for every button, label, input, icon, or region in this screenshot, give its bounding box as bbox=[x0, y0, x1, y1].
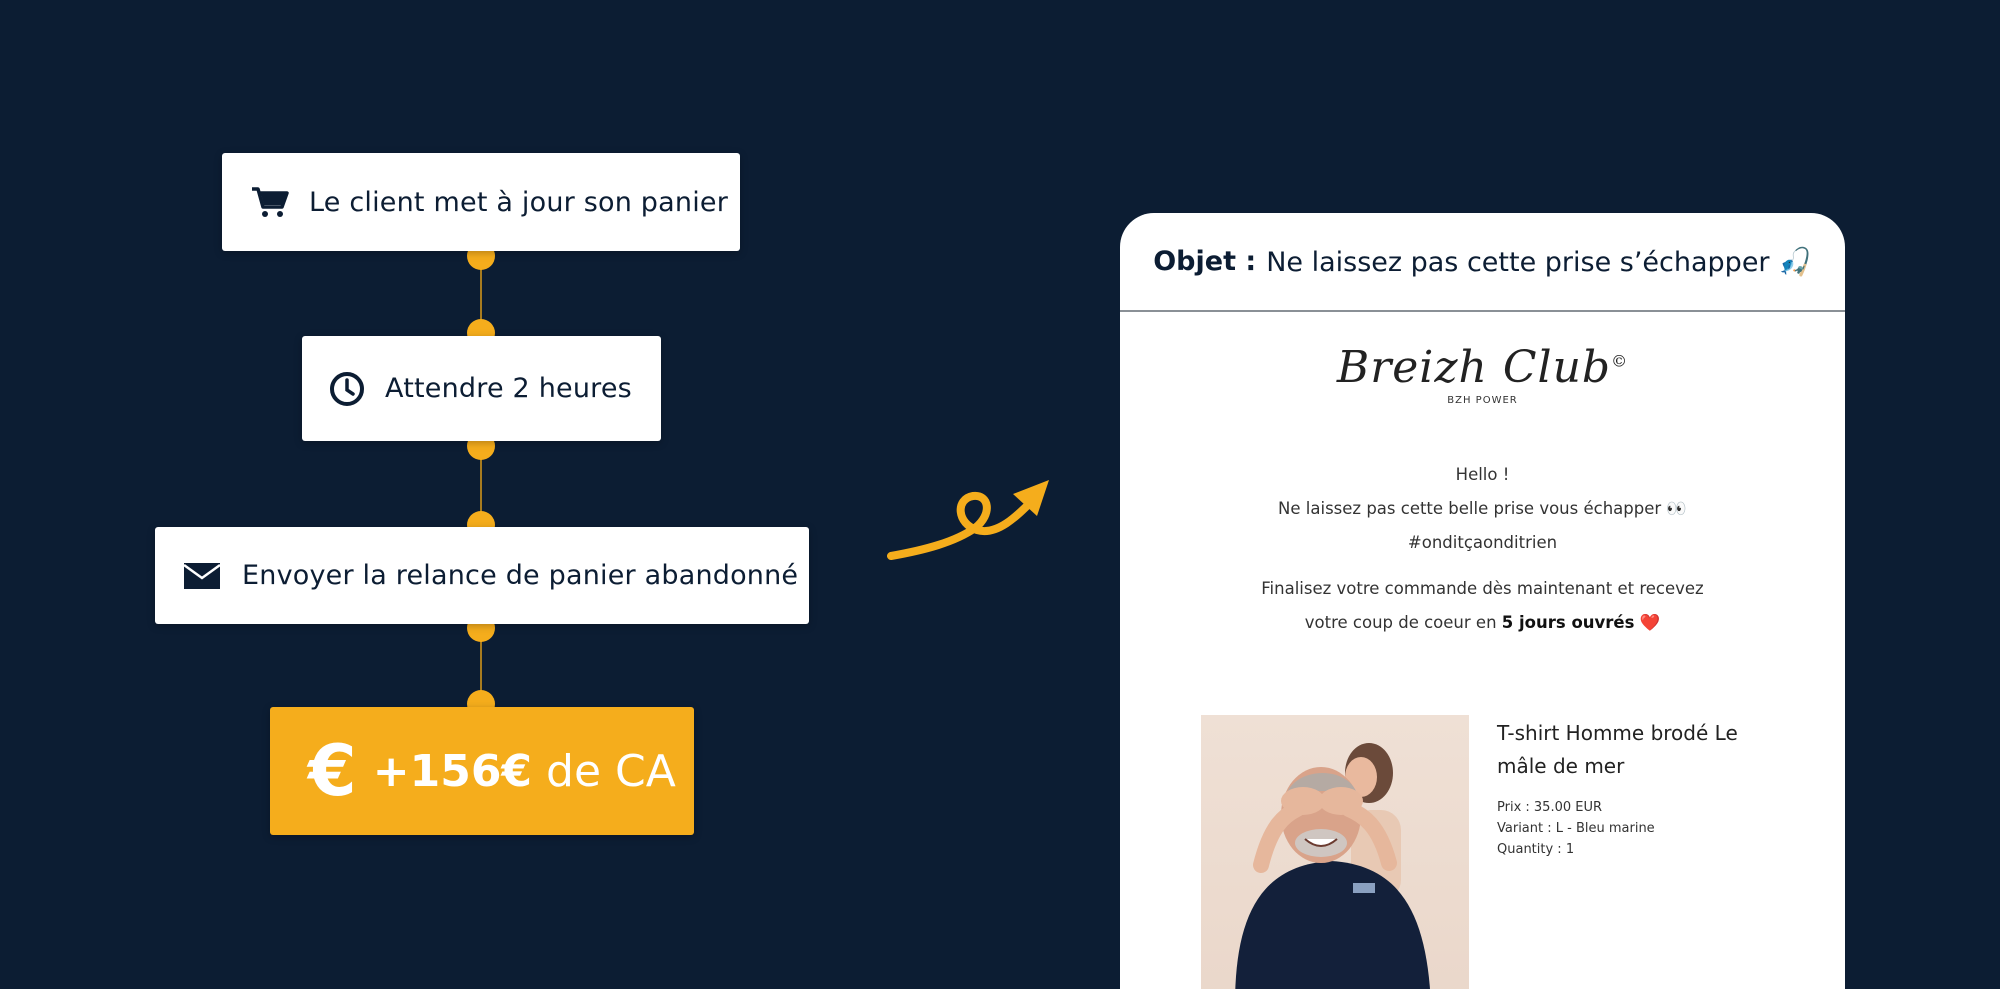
revenue-suffix: de CA bbox=[546, 745, 676, 797]
brand-name: Breizh Club bbox=[1336, 342, 1612, 393]
product-title[interactable]: T-shirt Homme brodé Le mâle de mer bbox=[1497, 721, 1738, 778]
brand-logo bbox=[1120, 342, 1845, 393]
envelope-icon bbox=[182, 561, 222, 591]
product-variant: Variant : L - Bleu marine bbox=[1497, 821, 1655, 836]
brand-tagline: BZH POWER bbox=[1447, 395, 1518, 406]
step-label: Attendre 2 heures bbox=[385, 373, 632, 404]
revenue-amount: +156€ bbox=[372, 745, 533, 797]
product-info bbox=[1497, 717, 1757, 860]
workflow-step-wait[interactable] bbox=[302, 336, 661, 441]
step-label: Envoyer la relance de panier abandonné bbox=[242, 560, 799, 591]
line3-prefix: votre coup de coeur en bbox=[1304, 613, 1497, 632]
product-image[interactable] bbox=[1201, 715, 1469, 989]
message-line: Finalisez votre commande dès maintenant et recevez bbox=[1261, 579, 1704, 598]
revenue-result bbox=[270, 707, 694, 835]
product-item[interactable] bbox=[1201, 715, 1841, 989]
euro-icon: € bbox=[308, 730, 357, 812]
product-price: Prix : 35.00 EUR bbox=[1497, 800, 1603, 815]
subject-text: Ne laissez pas cette prise s’échapper 🎣 bbox=[1266, 246, 1812, 278]
heart-icon: ❤️ bbox=[1639, 613, 1661, 632]
greeting: Hello ! bbox=[1455, 465, 1510, 484]
hashtag: #onditçaonditrien bbox=[1407, 533, 1558, 552]
revenue-label bbox=[373, 746, 676, 797]
product-quantity: Quantity : 1 bbox=[1497, 842, 1575, 857]
clock-icon bbox=[327, 371, 367, 407]
workflow-step-send-email[interactable] bbox=[155, 527, 809, 624]
email-subject-bar bbox=[1120, 213, 1845, 312]
subject-key: Objet : bbox=[1153, 246, 1257, 277]
step-label: Le client met à jour son panier bbox=[309, 186, 729, 218]
delivery-time: 5 jours ouvrés bbox=[1501, 613, 1635, 632]
workflow-step-cart-update[interactable] bbox=[222, 153, 740, 251]
brand-mark: © bbox=[1611, 351, 1629, 371]
message-line bbox=[1120, 606, 1845, 640]
curly-arrow-icon bbox=[885, 472, 1055, 564]
message-line: Ne laissez pas cette belle prise vous échapper 👀 bbox=[1278, 499, 1687, 518]
email-preview-card bbox=[1120, 213, 1845, 989]
cart-icon bbox=[249, 185, 291, 219]
